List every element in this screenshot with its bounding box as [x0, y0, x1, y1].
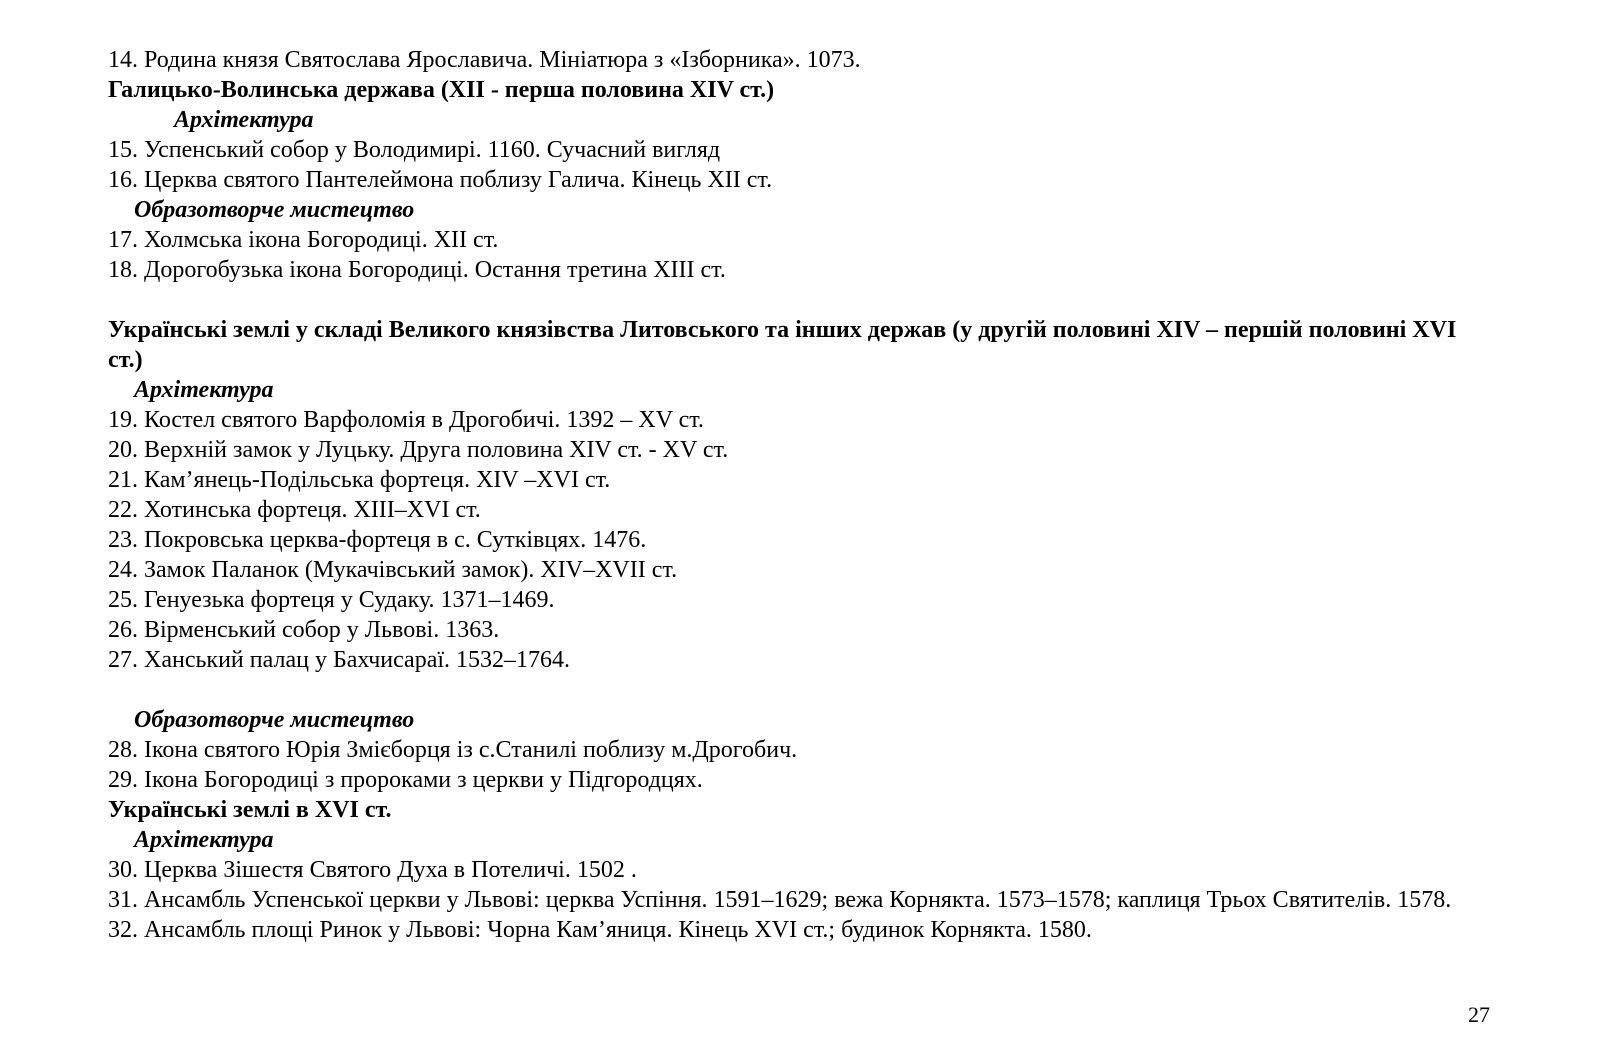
document-body — [108, 45, 1492, 945]
list-item-27: 27. Ханський палац у Бахчисараї. 1532–1764. — [108, 647, 571, 673]
spacer — [108, 675, 1492, 705]
list-item-21: 21. Кам’янець-Подільська фортеця. XIV –XVI ст. — [108, 467, 611, 493]
list-item-20: 20. Верхній замок у Луцьку. Друга половина XIV ст. - XV ст. — [108, 437, 729, 463]
list-item-26: 26. Вірменський собор у Львові. 1363. — [108, 617, 500, 643]
subheading-architecture: Архітектура — [174, 107, 314, 133]
section-heading-galician-volhynian: Галицько-Волинська держава (XII - перша половина XIV ст.) — [108, 77, 775, 103]
page-number: 27 — [1468, 1002, 1490, 1027]
list-item-16: 16. Церква святого Пантелеймона поблизу Галича. Кінець XII ст. — [108, 167, 773, 193]
list-item-29: 29. Ікона Богородиці з пророками з церкви у Підгородцях. — [108, 767, 703, 793]
list-item-25: 25. Генуезька фортеця у Судаку. 1371–1469. — [108, 587, 555, 613]
subheading-architecture: Архітектура — [134, 377, 274, 403]
list-item-31: 31. Ансамбль Успенської церкви у Львові: церква Успіння. 1591–1629; вежа Корнякта. 1573–1578; каплиця Трьох Святителів. 1578. — [108, 887, 1452, 913]
list-item-15: 15. Успенський собор у Володимирі. 1160. Сучасний вигляд — [108, 137, 721, 163]
section-heading-lithuanian: Українські землі у складі Великого князівства Литовського та інших держав (у другій половині XIV – першій половині XVI ст.) — [108, 317, 1457, 373]
list-item-28: 28. Ікона святого Юрія Змієборця із с.Станилі поблизу м.Дрогобич. — [108, 737, 798, 763]
subheading-fine-art: Образотворче мистецтво — [134, 197, 415, 223]
list-item-17: 17. Холмська ікона Богородиці. XII ст. — [108, 227, 499, 253]
list-item-30: 30. Церква Зішестя Святого Духа в Потеличі. 1502 . — [108, 857, 637, 883]
list-item-24: 24. Замок Паланок (Мукачівський замок). XIV–XVII ст. — [108, 557, 678, 583]
subheading-fine-art: Образотворче мистецтво — [134, 707, 415, 733]
list-item-23: 23. Покровська церква-фортеця в с. Сутківцях. 1476. — [108, 527, 647, 553]
list-item-22: 22. Хотинська фортеця. XIII–XVI ст. — [108, 497, 481, 523]
subheading-architecture: Архітектура — [134, 827, 274, 853]
list-item-18: 18. Дорогобузька ікона Богородиці. Остання третина XIII ст. — [108, 257, 726, 283]
list-item-14: 14. Родина князя Святослава Ярославича. Мініатюра з «Ізборника». 1073. — [108, 47, 861, 73]
list-item-32: 32. Ансамбль площі Ринок у Львові: Чорна Кам’яниця. Кінець XVI ст.; будинок Корнякта. 1580. — [108, 917, 1092, 943]
section-heading-xvi-century: Українські землі в XVI ст. — [108, 797, 392, 823]
spacer — [108, 285, 1492, 315]
list-item-19: 19. Костел святого Варфоломія в Дрогобичі. 1392 – XV ст. — [108, 407, 704, 433]
